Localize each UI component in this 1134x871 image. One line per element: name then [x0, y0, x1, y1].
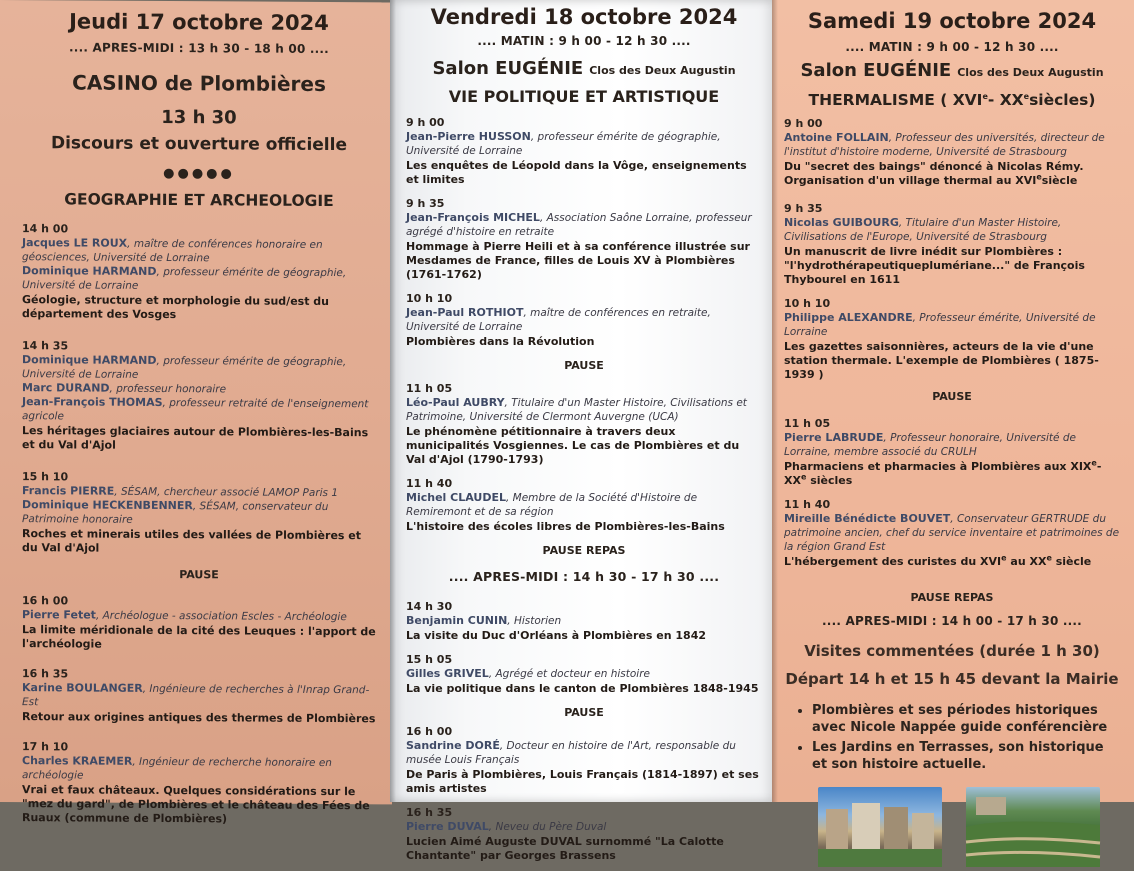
speaker-name: Nicolas GUIBOURG	[784, 216, 899, 229]
theme-part: siècles)	[1029, 91, 1096, 109]
speaker-name: Dominique HARMAND	[22, 353, 157, 367]
speaker-role: , professeur émérite de géographie, Université de Lorraine	[22, 354, 347, 381]
talk-time: 11 h 05	[784, 417, 831, 430]
talk-title: L'histoire des écoles libres de Plombières-les-Bains	[406, 520, 725, 533]
superscript: e	[800, 472, 807, 482]
venue: Salon EUGÉNIE	[800, 60, 952, 81]
title-part: siècle	[1041, 174, 1078, 187]
speaker-name: Jean-François THOMAS	[22, 395, 163, 409]
speaker-role: , Agrégé et docteur en histoire	[488, 668, 650, 680]
speaker-name: Jean-Pierre HUSSON	[406, 130, 531, 143]
speaker-name: Dominique HECKENBENNER	[22, 498, 193, 513]
superscript: e	[1023, 91, 1030, 101]
talk	[406, 477, 762, 534]
speaker-name: Mireille Bénédicte BOUVET	[784, 512, 951, 525]
panel-saturday	[772, 0, 1134, 802]
speaker-role: , SÉSAM, conservateur du Patrimoine honoraire	[22, 500, 329, 526]
opening-title: Discours et ouverture officielle	[50, 133, 347, 156]
talk-time: 16 h 35	[406, 806, 453, 819]
speaker-role: , Docteur en histoire de l'Art, responsable du musée Louis Français	[406, 740, 736, 766]
speaker-role: , Professeur honoraire, Université de Lorraine, membre associé du CRULH	[784, 432, 1076, 458]
speaker-role: , Titulaire d'un Master Histoire, Civilisations de l'Europe, Université de Strasbourg	[784, 217, 1062, 243]
talk-title: Le phénomène pétitionnaire à travers deux municipalités Vosgiennes. Le cas de Plombières et du Val d'Ajol (1790-1793)	[406, 425, 740, 466]
guided-visits-title: Visites commentées (durée 1 h 30)	[804, 642, 1100, 660]
talk	[406, 600, 762, 643]
afternoon-slot: .... APRES-MIDI : 14 h 30 - 17 h 30 ....	[448, 569, 720, 584]
talk-title: Géologie, structure et morphologie du sud/est du département des Vosges	[22, 293, 329, 322]
theme-part: - XX	[987, 91, 1024, 109]
visits-list	[812, 702, 1120, 773]
speaker-role: , Conservateur GERTRUDE du patrimoine ancien, chef du service inventaire et patrimoines de la région Grand Est	[784, 513, 1120, 553]
speaker-role: , Historien	[507, 615, 562, 627]
gardens-photo	[966, 787, 1100, 867]
superscript: e	[1091, 458, 1097, 468]
list-item: • Les Jardins en Terrasses, son historique et son histoire actuelle.	[812, 739, 1120, 773]
talk-title: Les gazettes saisonnières, acteurs de la vie d'une station thermale. L'exemple de Plombières ( 1875-1939 )	[784, 340, 1099, 381]
speaker-role: , SÉSAM, chercheur associé LAMOP Paris 1	[114, 485, 339, 500]
talk-time: 14 h 30	[406, 600, 453, 613]
speaker-role: , professeur émérite de géographie, Université de Lorraine	[22, 265, 347, 292]
talk-time: 11 h 40	[784, 498, 831, 511]
talk-title: Les enquêtes de Léopold dans la Vôge, enseignements et limites	[406, 159, 747, 186]
talk-title: Vrai et faux châteaux. Quelques considérations sur le "mez du gard", de Plombières et le château des Fées de Ruaux (commune de Plombières)	[22, 783, 370, 826]
speaker-name: Jean-François MICHEL	[406, 211, 540, 224]
panel-thursday	[0, 0, 392, 826]
talk-time: 10 h 10	[784, 297, 831, 310]
talk-title	[784, 555, 1120, 569]
talk	[22, 470, 376, 557]
speaker-name: Benjamin CUNIN	[406, 614, 508, 627]
speaker-role: , maître de conférences en retraite, Université de Lorraine	[406, 307, 711, 333]
talk-title: Hommage à Pierre Heili et à sa conférence illustrée sur Mesdames de France, filles de Louis XV à Plombières (1761-1762)	[406, 240, 750, 281]
theme-title: VIE POLITIQUE ET ARTISTIQUE	[448, 87, 720, 106]
speaker-role: , Neveu du Père Duval	[488, 821, 607, 833]
superscript: e	[1001, 553, 1007, 563]
venue-subtitle: Clos des Deux Augustin	[589, 64, 736, 77]
talk	[784, 417, 1120, 488]
talk-title: Lucien Aimé Auguste DUVAL surnommé "La Calotte Chantante" par Georges Brassens	[406, 835, 724, 862]
talk-title: La vie politique dans le canton de Plombières 1848-1945	[406, 682, 759, 695]
talk-time: 15 h 05	[406, 653, 453, 666]
talk	[22, 222, 376, 323]
speaker-role: , Ingénieur de recherche honoraire en archéologie	[22, 755, 332, 782]
talk-time: 9 h 35	[406, 197, 445, 210]
speaker-role: , professeur retraité de l'enseignement agricole	[22, 396, 369, 423]
time-slot: .... APRES-MIDI : 13 h 30 - 18 h 00 ....	[69, 40, 329, 57]
pause-label: PAUSE	[564, 359, 604, 372]
speaker-name: Sandrine DORÉ	[406, 739, 500, 752]
fold-shadow	[390, 0, 396, 802]
speaker-role: , Archéologue - association Escles - Archéologie	[95, 609, 347, 624]
pause-label: PAUSE	[564, 706, 604, 719]
talk	[406, 653, 762, 696]
venue-row	[784, 60, 1120, 81]
talk	[406, 806, 762, 863]
venue: Salon EUGÉNIE	[432, 58, 584, 79]
talk	[22, 339, 376, 454]
speaker-name: Pierre Fetet	[22, 608, 96, 622]
venue: CASINO de Plombières	[72, 70, 326, 96]
talk-title: Retour aux origines antiques des thermes de Plombières	[22, 710, 376, 726]
day-title: Samedi 19 octobre 2024	[807, 9, 1097, 33]
talk	[784, 202, 1120, 287]
speaker-role: , professeur honoraire	[109, 382, 227, 396]
talk-time: 16 h 35	[22, 667, 69, 681]
talk	[22, 594, 376, 653]
talk	[406, 725, 762, 796]
time-slot: .... MATIN : 9 h 00 - 12 h 30 ....	[845, 40, 1059, 54]
speaker-role: , Association Saône Lorraine, professeur agrégé d'histoire en retraite	[406, 212, 752, 238]
speaker-name: Karine BOULANGER	[22, 681, 143, 695]
speaker-name: Charles KRAEMER	[22, 754, 133, 768]
speaker-role: , Ingénieure de recherches à l'Inrap Grand-Est	[22, 682, 370, 709]
talk-title: La limite méridionale de la cité des Leuques : l'apport de l'archéologie	[22, 623, 376, 651]
title-part: siècles	[806, 474, 853, 487]
speaker-role: , professeur émérite de géographie, Université de Lorraine	[406, 131, 721, 157]
speaker-name: Dominique HARMAND	[22, 264, 157, 278]
theme-title	[784, 91, 1120, 109]
talk	[784, 297, 1120, 382]
speaker-role: , Membre de la Société d'Histoire de Remiremont et de sa région	[406, 492, 698, 518]
departure-info: Départ 14 h et 15 h 45 devant la Mairie	[785, 670, 1119, 688]
venue-subtitle: Clos des Deux Augustin	[957, 66, 1104, 79]
speaker-name: Jean-Paul ROTHIOT	[406, 306, 524, 319]
speaker-name: Philippe ALEXANDRE	[784, 311, 913, 324]
talk	[406, 197, 762, 282]
talk-title	[784, 460, 1120, 488]
town-photo	[818, 787, 942, 867]
speaker-role: , Titulaire d'un Master Histoire, Civilisations et Patrimoine, Université de Clermont Auvergne (UCA)	[406, 397, 747, 423]
talk	[406, 382, 762, 467]
superscript: e	[1036, 172, 1042, 182]
talk	[784, 498, 1120, 569]
title-part: Du "secret des baings" dénoncé à Nicolas Rémy. Organisation d'un village thermal au XVI	[784, 160, 1084, 187]
talk-time: 9 h 00	[784, 117, 823, 130]
speaker-name: Jacques LE ROUX	[22, 236, 128, 250]
talk	[406, 116, 762, 187]
talk-title: Plombières dans la Révolution	[406, 335, 595, 348]
talk-time: 16 h 00	[406, 725, 453, 738]
list-item: • Plombières et ses périodes historiques avec Nicole Nappée guide conférencière	[812, 702, 1120, 736]
speaker-name: Pierre LABRUDE	[784, 431, 884, 444]
title-part: - XX	[784, 460, 1102, 487]
speaker-role: , Professeur émérite, Université de Lorraine	[784, 312, 1096, 338]
superscript: e	[1046, 553, 1052, 563]
talk	[406, 292, 762, 349]
speaker-name: Pierre DUVAL	[406, 820, 489, 833]
speaker-name: Francis PIERRE	[22, 484, 115, 498]
pause-meal-label: PAUSE REPAS	[910, 591, 994, 604]
talk-title: Un manuscrit de livre inédit sur Plombières : "l'hydrothérapeutiqueplumériane..." de François Thybourel en 1611	[784, 245, 1085, 286]
talk-time: 17 h 10	[22, 740, 69, 754]
talk-title	[784, 160, 1120, 188]
talk-time: 9 h 00	[406, 116, 445, 129]
talk-time: 10 h 10	[406, 292, 453, 305]
talk	[784, 117, 1120, 188]
photo-row	[818, 787, 1120, 867]
talk-time: 11 h 40	[406, 477, 453, 490]
theme-title: GEOGRAPHIE ET ARCHEOLOGIE	[64, 190, 334, 211]
talk-title: Roches et minerais utiles des vallées de Plombières et du Val d'Ajol	[22, 527, 361, 555]
pause-meal-label: PAUSE REPAS	[542, 544, 626, 557]
pause-label: PAUSE	[179, 568, 219, 582]
afternoon-slot: .... APRES-MIDI : 14 h 00 - 17 h 30 ....	[822, 614, 1082, 628]
speaker-name: Antoine FOLLAIN	[784, 131, 889, 144]
title-part: siècle	[1051, 555, 1092, 568]
talk-time: 9 h 35	[784, 202, 823, 215]
talk-time: 11 h 05	[406, 382, 453, 395]
speaker-name: Gilles GRIVEL	[406, 667, 489, 680]
title-part: Pharmaciens et pharmacies à Plombières aux XIX	[784, 460, 1092, 473]
speaker-role: , Professeur des universités, directeur de l'institut d'histoire moderne, Université de Strasbourg	[784, 132, 1105, 158]
day-title: Jeudi 17 octobre 2024	[69, 9, 329, 36]
speaker-name: Léo-Paul AUBRY	[406, 396, 505, 409]
separator-dots: ●●●●●	[163, 165, 235, 182]
talk	[22, 667, 376, 726]
talk-time: 14 h 00	[22, 222, 69, 236]
speaker-name: Marc DURAND	[22, 381, 110, 395]
pause-label: PAUSE	[932, 390, 972, 403]
title-part: au XX	[1006, 555, 1047, 568]
title-part: L'hébergement des curistes du XVI	[784, 555, 1002, 568]
panel-friday	[390, 0, 774, 862]
day-title: Vendredi 18 octobre 2024	[430, 5, 738, 29]
time-slot: .... MATIN : 9 h 00 - 12 h 30 ....	[477, 34, 691, 48]
theme-part: THERMALISME ( XVI	[808, 91, 983, 109]
venue-row	[406, 58, 762, 79]
talk	[22, 740, 376, 827]
talk-time: 16 h 00	[22, 594, 69, 608]
opening-time: 13 h 30	[161, 106, 237, 129]
talk-title: La visite du Duc d'Orléans à Plombières en 1842	[406, 629, 707, 642]
speaker-name: Michel CLAUDEL	[406, 491, 506, 504]
talk-time: 15 h 10	[22, 470, 69, 484]
talk-title: Les héritages glaciaires autour de Plombières-les-Bains et du Val d'Ajol	[22, 424, 369, 452]
talk-title: De Paris à Plombières, Louis Français (1814-1897) et ses amis artistes	[406, 768, 759, 795]
talk-time: 14 h 35	[22, 339, 69, 353]
superscript: e	[982, 91, 988, 101]
fold-shadow	[772, 0, 778, 802]
speaker-role: , maître de conférences honoraire en géosciences, Université de Lorraine	[22, 237, 323, 265]
